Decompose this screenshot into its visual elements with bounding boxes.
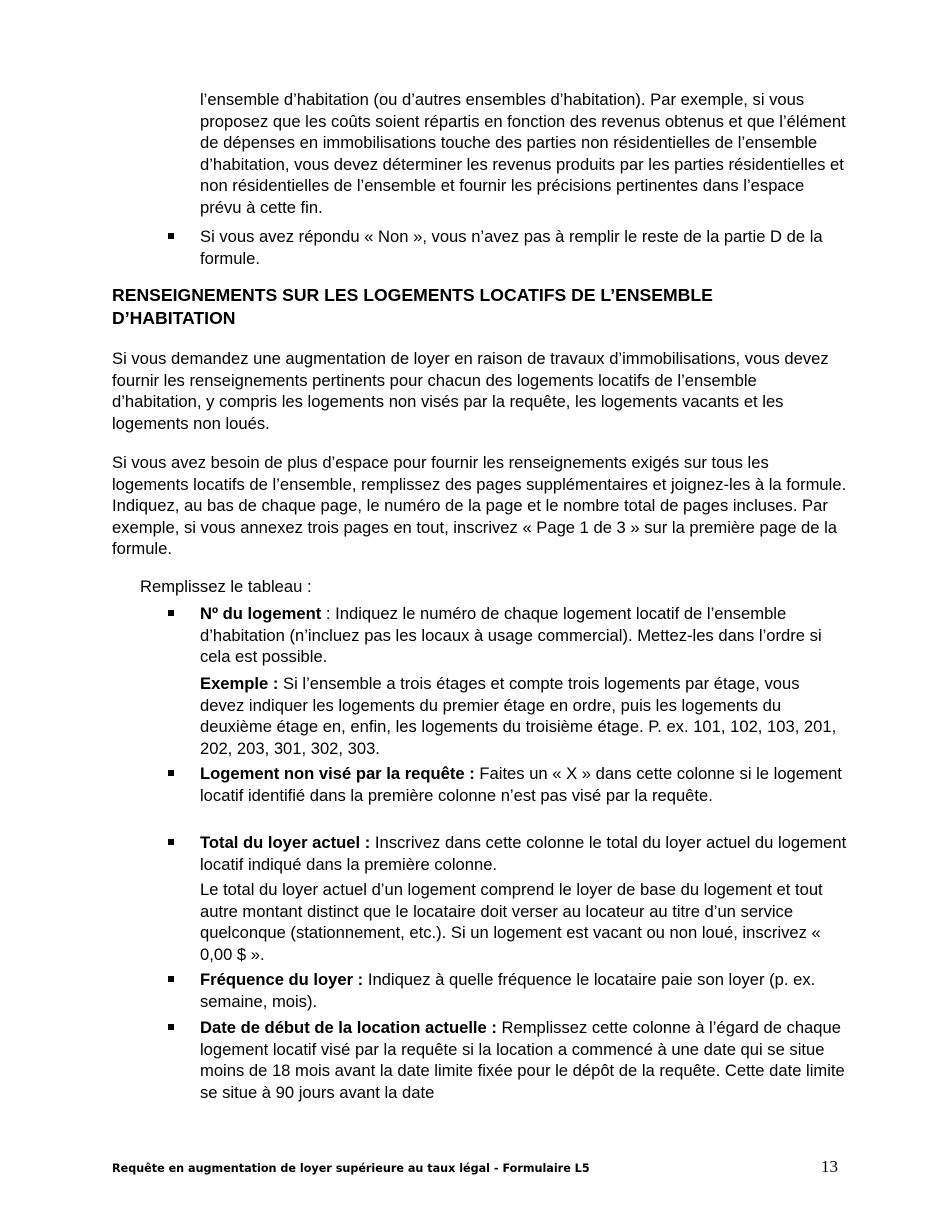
item-sub-text: Si l’ensemble a trois étages et compte trois logements par étage, vous devez indiquer les logements du premier étage en ordre, puis les logements du deuxième étage en, enfin, les logements du troisième étage. P. ex. 101, 102, 103, 201, 202, 203, 301, 302, 303. xyxy=(200,674,837,758)
bullet-marker xyxy=(168,1017,178,1030)
paragraph-capital-work: Si vous demandez une augmentation de loyer en raison de travaux d’immobilisations, vous devez fournir les renseignements pertinents pour chacun des logements locatifs de l’ensemble d’habitation, y compris les logements non visés par la requête, les logements vacants et les logements non loués. xyxy=(112,349,829,433)
item-tenancy-start-date xyxy=(200,1017,848,1103)
item-text: : Indiquez le numéro de chaque logement locatif de l’ensemble d’habitation (n’incluez pas les locaux à usage commercial). Mettez-les dans l’ordre si cela est possible. xyxy=(200,604,822,667)
item-text: Remplissez cette colonne à l’égard de chaque logement locatif visé par la requête si la location a commencé à une date qui se situe moins de 18 mois avant la date limite fixée pour le dépôt de la requête. Cette date limite se situe à 90 jours avant la date xyxy=(200,1018,845,1102)
item-label: Date de début de la location actuelle : xyxy=(200,1018,497,1037)
item-unit-not-covered xyxy=(200,763,848,806)
footer-form-title: Requête en augmentation de loyer supérieure au taux légal - Formulaire L5 xyxy=(112,1162,590,1175)
bullet-non-text: Si vous avez répondu « Non », vous n’avez pas à remplir le reste de la partie D de la formule. xyxy=(200,227,823,268)
paragraph-extra-pages: Si vous avez besoin de plus d’espace pour fournir les renseignements exigés sur tous les logements locatifs de l’ensemble, remplissez des pages supplémentaires et joignez-les à la formule. Indiquez, au bas de chaque page, le numéro de la page et le nombre total de pages incluses. Par exemple, si vous annexez trois pages en tout, inscrivez « Page 1 de 3 » sur la première page de la formule. xyxy=(112,453,847,559)
item-text: Faites un « X » dans cette colonne si le logement locatif identifié dans la première colonne n’est pas visé par la requête. xyxy=(200,764,842,805)
item-sub-label: Exemple : xyxy=(200,674,279,693)
page-number: 13 xyxy=(821,1157,838,1176)
item-total-rent-detail: Le total du loyer actuel d’un logement comprend le loyer de base du logement et tout autre montant distinct que le locataire doit verser au locateur au titre d’un service quelconque (stationnement, etc.). Si un logement est vacant ou non loué, inscrivez « 0,00 $ ». xyxy=(200,880,823,964)
bullet-marker xyxy=(168,763,178,776)
item-rent-frequency xyxy=(200,969,848,1012)
item-label: Nº du logement xyxy=(200,604,322,623)
bullet-marker xyxy=(168,832,178,845)
bullet-marker xyxy=(168,226,178,239)
table-instructions-intro: Remplissez le tableau : xyxy=(140,577,312,596)
bullet-marker xyxy=(168,969,178,982)
item-label: Logement non visé par la requête : xyxy=(200,764,475,783)
item-total-rent xyxy=(200,832,848,875)
continuation-paragraph: l’ensemble d’habitation (ou d’autres ensembles d’habitation). Par exemple, si vous proposez que les coûts soient répartis en fonction des revenus obtenus et que l’élément de dépenses en immobilisations touche des parties non résidentielles de l’ensemble d’habitation, vous devez déterminer les revenus produits par les parties résidentielles et non résidentielles de l’ensemble et fournir les précisions pertinentes dans l’espace prévu à cette fin. xyxy=(200,90,846,217)
item-label: Fréquence du loyer : xyxy=(200,970,364,989)
item-unit-number xyxy=(200,603,848,668)
item-label: Total du loyer actuel : xyxy=(200,833,371,852)
section-heading: RENSEIGNEMENTS SUR LES LOGEMENTS LOCATIFS DE L’ENSEMBLE D’HABITATION xyxy=(112,285,713,328)
item-text: Indiquez à quelle fréquence le locataire paie son loyer (p. ex. semaine, mois). xyxy=(200,970,816,1011)
item-unit-number-example xyxy=(200,673,848,759)
bullet-marker xyxy=(168,603,178,616)
item-text: Inscrivez dans cette colonne le total du loyer actuel du logement locatif indiqué dans la première colonne. xyxy=(200,833,847,874)
